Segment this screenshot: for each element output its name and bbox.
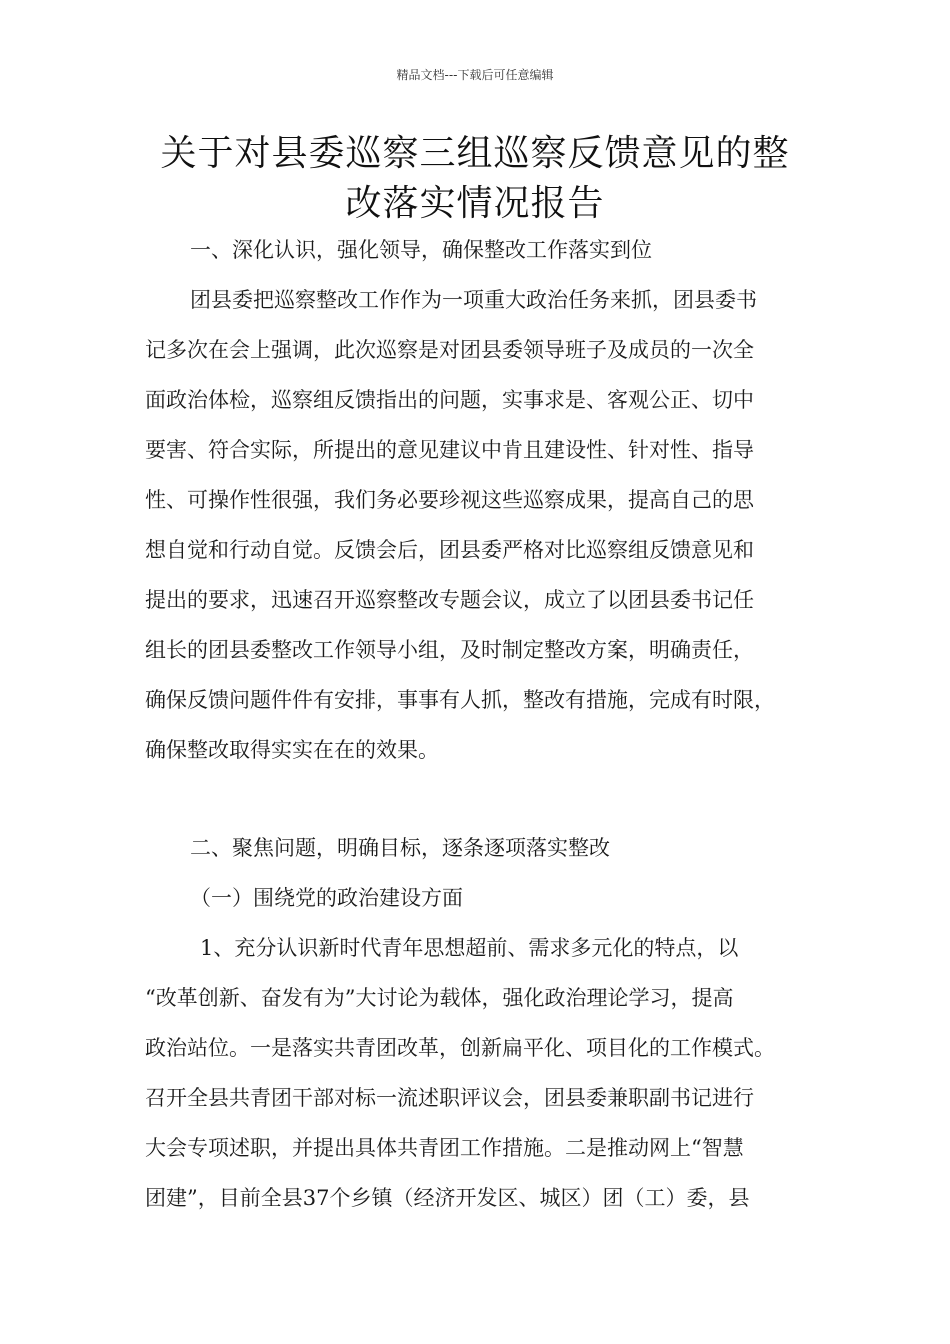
section-2-subheading: （一）围绕党的政治建设方面 bbox=[190, 886, 463, 910]
document-title-line-1: 关于对县委巡察三组巡察反馈意见的整 bbox=[160, 133, 790, 174]
paragraph-line: 想自觉和行动自觉。反馈会后，团县委严格对比巡察组反馈意见和 bbox=[145, 538, 754, 562]
paragraph-line: 组长的团县委整改工作领导小组，及时制定整改方案，明确责任， bbox=[145, 638, 754, 662]
paragraph-line: 召开全县共青团干部对标一流述职评议会，团县委兼职副书记进行 bbox=[145, 1086, 754, 1110]
paragraph-line: 大会专项述职，并提出具体共青团工作措施。二是推动网上“智慧 bbox=[145, 1136, 744, 1160]
paragraph-line: 1、充分认识新时代青年思想超前、需求多元化的特点，以 bbox=[200, 936, 739, 960]
paragraph-line: 记多次在会上强调，此次巡察是对团县委领导班子及成员的一次全 bbox=[145, 338, 754, 362]
header-note: 精品文档---下载后可任意编辑 bbox=[396, 68, 554, 82]
paragraph-line: “改革创新、奋发有为”大讨论为载体，强化政治理论学习，提高 bbox=[145, 986, 734, 1010]
paragraph-line: 团县委把巡察整改工作作为一项重大政治任务来抓，团县委书 bbox=[190, 288, 757, 312]
section-2-heading: 二、聚焦问题，明确目标，逐条逐项落实整改 bbox=[190, 836, 610, 860]
paragraph-line: 团建”，目前全县37个乡镇（经济开发区、城区）团（工）委，县 bbox=[145, 1186, 750, 1210]
paragraph-line: 确保整改取得实实在在的效果。 bbox=[145, 738, 439, 762]
paragraph-line: 面政治体检，巡察组反馈指出的问题，实事求是、客观公正、切中 bbox=[145, 388, 754, 412]
paragraph-line: 要害、符合实际，所提出的意见建议中肯且建设性、针对性、指导 bbox=[145, 438, 754, 462]
paragraph-line: 性、可操作性很强，我们务必要珍视这些巡察成果，提高自己的思 bbox=[145, 488, 754, 512]
paragraph-line: 提出的要求，迅速召开巡察整改专题会议，成立了以团县委书记任 bbox=[145, 588, 754, 612]
paragraph-line: 政治站位。一是落实共青团改革，创新扁平化、项目化的工作模式。 bbox=[145, 1036, 775, 1060]
document-title-line-2: 改落实情况报告 bbox=[345, 183, 605, 224]
section-1-heading: 一、深化认识，强化领导，确保整改工作落实到位 bbox=[190, 238, 652, 262]
paragraph-line: 确保反馈问题件件有安排，事事有人抓，整改有措施，完成有时限， bbox=[145, 688, 775, 712]
